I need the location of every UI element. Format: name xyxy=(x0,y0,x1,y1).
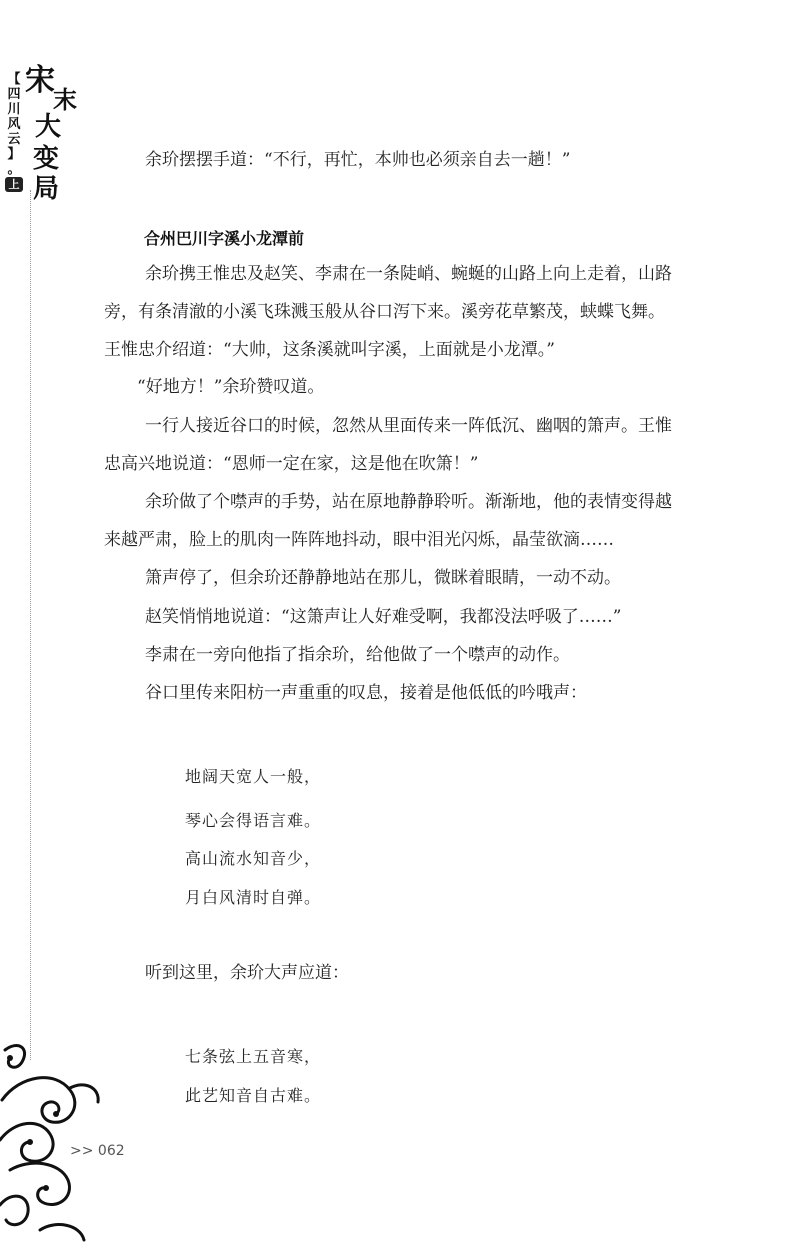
tag-char: 【 xyxy=(7,72,21,87)
tag-char: 】 xyxy=(7,147,21,162)
poem-line: 琴心会得语言难。 xyxy=(185,811,322,830)
poem-line: 月白风清时自弹。 xyxy=(185,888,322,907)
paragraph-line: 一行人接近谷口的时候，忽然从里面传来一阵低沉、幽咽的箫声。王惟 xyxy=(145,416,672,436)
title-char: 局 xyxy=(33,174,60,204)
cloud-ornament-icon xyxy=(0,1030,110,1243)
paragraph: 谷口里传来阳枋一声重重的叹息，接着是他低低的吟哦声： xyxy=(145,683,587,703)
section-heading: 合州巴川字溪小龙潭前 xyxy=(144,229,305,248)
title-char: 变 xyxy=(33,144,60,174)
margin-rule xyxy=(30,190,31,1060)
page-number: >> 062 xyxy=(70,1143,125,1159)
tag-char: 。 xyxy=(7,162,21,177)
tag-char: 川 xyxy=(7,102,21,117)
title-char: 大 xyxy=(35,112,62,142)
paragraph-line: 来越严肃，脸上的肌肉一阵阵地抖动，眼中泪光闪烁，晶莹欲滴…… xyxy=(104,530,614,550)
paragraph-line: 王惟忠介绍道：“大帅，这条溪就叫字溪，上面就是小龙潭。” xyxy=(104,340,555,360)
tag-char: 风 xyxy=(7,117,21,132)
paragraph-line: 余玠携王惟忠及赵笑、李肃在一条陡峭、蜿蜒的山路上向上走着，山路 xyxy=(145,264,672,284)
poem-line: 地阔天宽人一般， xyxy=(185,767,322,786)
paragraph: 箫声停了，但余玠还静静地站在那儿，微眯着眼睛，一动不动。 xyxy=(145,568,621,588)
series-tag xyxy=(5,72,23,192)
tag-char: 上 xyxy=(5,177,23,192)
tag-char: 四 xyxy=(7,87,21,102)
title-char: 宋 xyxy=(25,63,55,98)
paragraph: “好地方！”余玠赞叹道。 xyxy=(137,377,325,397)
paragraph-line: 旁，有条清澈的小溪飞珠溅玉般从谷口泻下来。溪旁花草繁茂，蛱蝶飞舞。 xyxy=(104,302,665,322)
paragraph: 余玠摆摆手道：“不行，再忙，本帅也必须亲自去一趟！” xyxy=(145,150,571,170)
paragraph: 听到这里，余玠大声应道： xyxy=(145,963,349,983)
poem-line: 高山流水知音少， xyxy=(185,849,322,868)
paragraph: 李肃在一旁向他指了指余玠，给他做了一个噤声的动作。 xyxy=(145,645,570,665)
poem-line: 七条弦上五音寒， xyxy=(185,1047,322,1066)
series-title xyxy=(3,63,83,206)
title-char: 末 xyxy=(53,85,77,114)
paragraph-line: 余玠做了个噤声的手势，站在原地静静聆听。渐渐地，他的表情变得越 xyxy=(145,492,672,512)
poem-line: 此艺知音自古难。 xyxy=(185,1086,322,1105)
paragraph-line: 忠高兴地说道：“恩师一定在家，这是他在吹箫！” xyxy=(104,454,479,474)
paragraph: 赵笑悄悄地说道：“这箫声让人好难受啊，我都没法呼吸了……” xyxy=(145,607,622,627)
tag-char: 云 xyxy=(7,132,21,147)
